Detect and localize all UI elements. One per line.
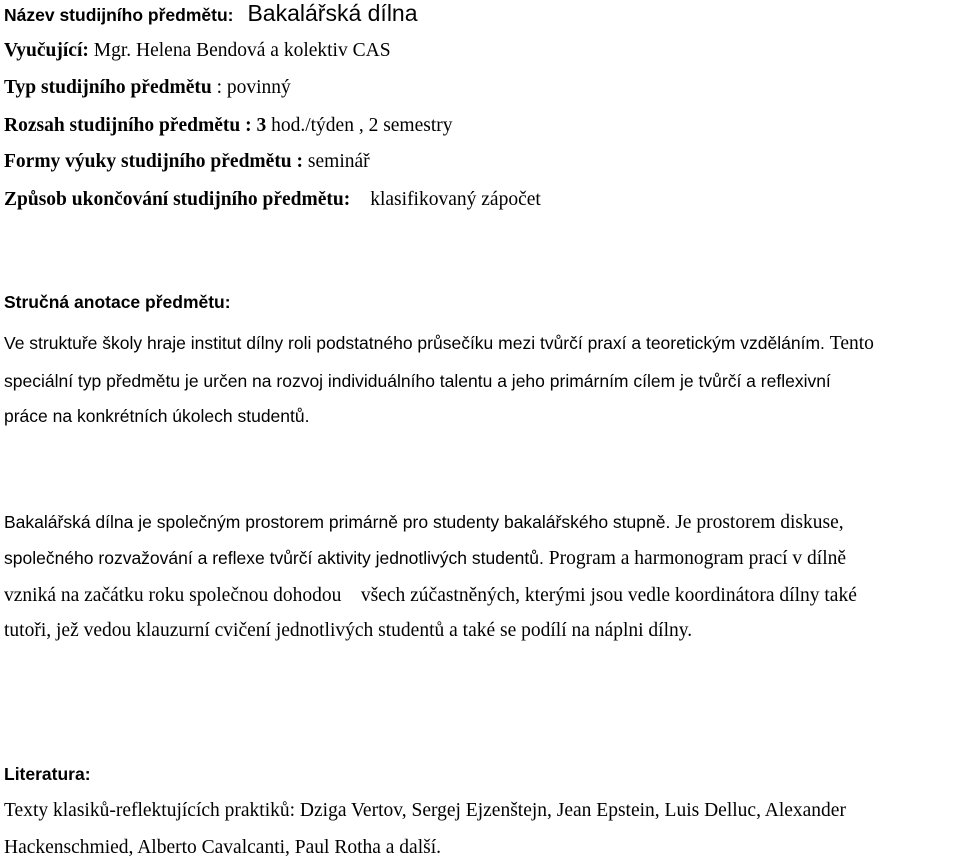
annotation-line-1 (4, 333, 874, 355)
course-name-row (4, 0, 418, 27)
paragraph2-line-1 (4, 512, 844, 534)
annotation-line-3: práce na konkrétních úkolech studentů. (4, 406, 310, 426)
course-name-label: Název studijního předmětu: (4, 5, 234, 25)
paragraph2-line-3: vzniká na začátku roku společnou dohodou všech zúčastněných, kterými jsou vedle koordinátora dílny také (4, 585, 857, 606)
completion-label: Způsob ukončování studijního předmětu: (4, 189, 351, 210)
teacher-value: Mgr. Helena Bendová a kolektiv CAS (93, 40, 391, 61)
paragraph-text: společného rozvažování a reflexe tvůrčí aktivity jednotlivých studentů. (4, 548, 544, 568)
paragraph-text: Je prostorem diskuse, (675, 512, 844, 533)
course-scope-row (4, 115, 453, 137)
teacher-label: Vyučující: (4, 40, 89, 61)
annotation-line-2: speciální typ předmětu je určen na rozvoj individuálního talentu a jeho primárním cílem je tvůrčí a reflexivní (4, 371, 831, 391)
paragraph-text: Program a harmonogram prací v dílně (548, 548, 847, 569)
course-name-value: Bakalářská dílna (247, 0, 418, 26)
paragraph2-line-2 (4, 548, 846, 570)
teaching-forms-value: seminář (307, 151, 370, 172)
literature-heading: Literatura: (4, 764, 91, 784)
course-scope-label: Rozsah studijního předmětu : 3 (4, 115, 267, 136)
completion-value: klasifikovaný zápočet (370, 189, 541, 210)
paragraph2-line-4: tutoři, jež vedou klauzurní cvičení jednotlivých studentů a také se podílí na náplni dílny. (4, 620, 693, 641)
literature-line-2: Hackenschmied, Alberto Cavalcanti, Paul Rotha a další. (4, 837, 442, 858)
annotation-heading: Stručná anotace předmětu: (4, 292, 231, 312)
annotation-text: Ve struktuře školy hraje institut dílny roli podstatného průsečíku mezi tvůrčí praxí a teoretickým vzděláním. (4, 333, 825, 353)
course-type-label: Typ studijního předmětu (4, 77, 212, 98)
course-scope-value: hod./týden , 2 semestry (271, 115, 453, 136)
teaching-forms-label: Formy výuky studijního předmětu : (4, 151, 304, 172)
annotation-text: Tento (829, 333, 874, 354)
completion-row (4, 189, 541, 211)
teaching-forms-row (4, 151, 370, 173)
course-type-value: : povinný (216, 77, 291, 98)
paragraph-text: Bakalářská dílna je společným prostorem primárně pro studenty bakalářského stupně. (4, 512, 671, 532)
teacher-row (4, 40, 391, 62)
literature-line-1: Texty klasiků-reflektujících praktiků: Dziga Vertov, Sergej Ejzenštejn, Jean Epstein, Luis Delluc, Alexander (4, 800, 846, 821)
course-type-row (4, 77, 291, 99)
